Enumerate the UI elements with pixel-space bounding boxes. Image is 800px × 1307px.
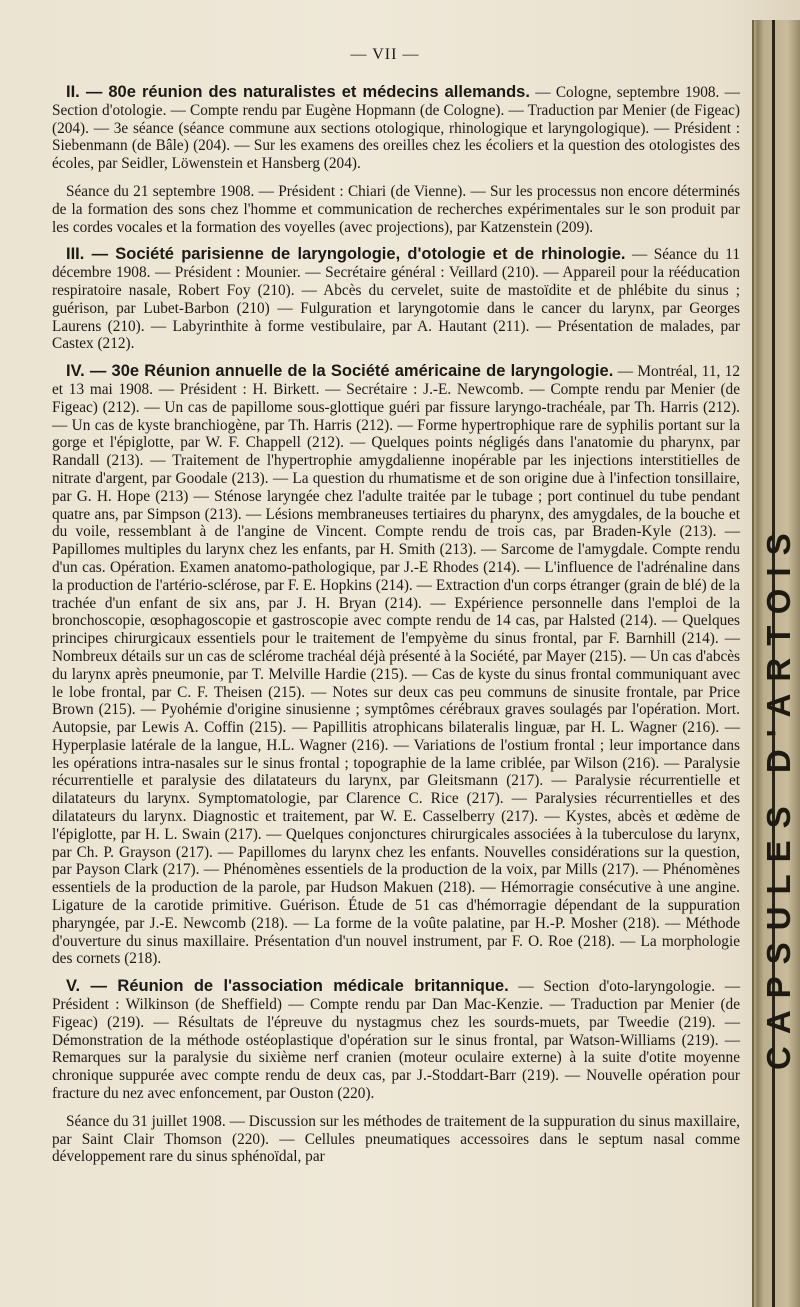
section-heading: II. — 80e réunion des naturalistes et médecins allemands. <box>66 83 530 101</box>
section-5 <box>52 978 740 1103</box>
section-text: — Section d'oto-laryngologie. — Président : Wilkinson (de Sheffield) — Compte rendu par Dan Mac-Kenzie. — Traduction par Menier (de Figeac) (219). — Résultats de l'épreuve du nystagmus chez les sourds-muets, par Tweedie (219). — Démonstration de la méthode ostéoplastique d'opération sur le sinus frontal, par Watson-Williams (219). — Remarques sur la paralysie du sixième nerf cranien (moteur oculaire externe) à la suite d'otite moyenne chronique suppurée avec compte rendu de deux cas, par J.-Stoddart-Barr (219). — Nouvelle opération pour fracture du nez avec enfoncement, par Ouston (220). <box>52 978 740 1103</box>
page-text <box>52 84 740 1176</box>
section-heading: V. — Réunion de l'association médicale britannique. <box>66 977 509 996</box>
spine-title-text: CAPSULES D'ARTOIS <box>760 521 797 1070</box>
section-5-session: Séance du 31 juillet 1908. — Discussion sur les méthodes de traitement de la suppuration du sinus maxillaire, par Saint Clair Thomson (220). — Cellules pneumatiques accessoires dans le septum nasal comme développement rare du sinus sphénoïdal, par <box>52 1112 740 1166</box>
section-4 <box>52 363 740 968</box>
section-heading: IV. — 30e Réunion annuelle de la Société américaine de laryngologie. <box>66 362 614 381</box>
section-text: — Montréal, 11, 12 et 13 mai 1908. — Président : H. Birkett. — Secrétaire : J.-E. Newcomb. — Compte rendu par Menier (de Figeac) (212). — Un cas de papillome sous-glottique guéri par fissure laryngo-trachéale, par Th. Harris (212). — Un cas de kyste branchiogène, par Th. Harris (212). — Forme hypertrophique rare de syphilis portant sur la gorge et l'épiglotte, par W. F. Chappell (212). — Quelques points négligés dans l'anatomie du pharynx, par Randall (213). — Traitement de l'hypertrophie amygdalienne inopérable par les injections interstitielles de nitrate d'argent, par Goodale (213). — La question du rhumatisme et de son origine due à l'infection tonsillaire, par G. H. Hope (213) — Sténose laryngée chez l'adulte traitée par le tubage ; port continuel du tube pendant quatre ans, par Simpson (213). — Lésions membraneuses tertiaires du pharynx, des amygdales, de la bouche et du voile, ressemblant à de l'angine de Vincent. Compte rendu de trois cas, par Braden-Kyle (213). — Papillomes multiples du larynx chez les enfants, par H. Smith (213). — Sarcome de l'amygdale. Compte rendu d'un cas. Opération. Examen anatomo-pathologique, par J.-E Rhodes (214). — L'influence de l'adrénaline dans la production de l'artério-sclérose, par F. E. Hopkins (214). — Extraction d'un corps étranger (grain de blé) de la trachée d'un enfant de six ans, par J. H. Bryan (214). — Expérience personnelle dans l'emploi de la bronchoscopie, œsophagoscopie et gastroscopie avec compte rendu de 14 cas, par Halsted (214). — Quelques principes chirurgicaux essentiels pour le traitement de l'empyème du sinus frontal, par F. Barnhill (214). — Nombreux détails sur un cas de sclérome trachéal déjà présenté à la Société, par Mayer (215). — Un cas d'abcès du larynx après pneumonie, par T. Melville Hardie (215). — Cas de kyste du sinus frontal communiquant avec le lobe frontal, par C. F. Theisen (215). — Notes sur deux cas peu communs de sinusite frontale, par Price Brown (215). — Pyohémie d'origine sinusienne ; symptômes cérébraux graves soulagés par l'opération. Mort. Autopsie, par Lewis A. Coffin (215). — Papillitis atrophicans bilateralis linguæ, par H. L. Wagner (216). — Hyperplasie latérale de la langue, H.L. Wagner (216). — Variations de l'ostium frontal ; leur importance dans les opérations intra-nasales sur le sinus frontal ; topographie de la lame criblée, par Wilson (216). — Paralysie récurrentielle et paralysie des dilatateurs du larynx, par Gleitsmann (217). — Paralysie récurrentielle et dilatateurs du larynx. Symptomatologie, par Clarence C. Rice (217). — Paralysies récurrentielles et des dilatateurs du larynx. Diagnostic et traitement, par W. E. Casselberry (217). — Kystes, abcès et œdème de l'épiglotte, par H. L. Swain (217). — Quelques conjonctures chirurgicales associées à la tuberculose du larynx, par Ch. P. Grayson (217). — Papillomes du larynx chez les enfants. Nouvelles considérations sur la question, par Payson Clark (217). — Phénomènes essentiels de la production de la voix, par Mills (217). — Phénomènes essentiels de la production de la parole, par Hudson Makuen (218). — Hémorragie consécutive à une angine. Ligature de la carotide primitive. Guérison. Étude de 51 cas d'hémorragie dépendant de la suppuration pharyngée, par J.-E. Newcomb (218). — La forme de la voûte palatine, par H.-P. Mosher (218). — Méthode d'ouverture du sinus maxillaire. Présentation d'un nouvel instrument, par F. O. Roe (218). — La morphologie des cornets (218). <box>52 363 741 968</box>
section-text: — Cologne, septembre 1908. — Section d'otologie. — Compte rendu par Eugène Hopmann (de Cologne). — Traduction par Menier (de Figeac) (204). — 3e séance (séance commune aux sections otologique, rhinologique et laryngologique). — Président : Siebenmann (de Bâle) (204). — Sur les examens des oreilles chez les écoliers et la question des otologistes des écoles, par Seidler, Löwenstein et Hansberg (204). <box>52 84 740 173</box>
section-text: — Séance du 11 décembre 1908. — Président : Mounier. — Secrétaire général : Veillard (210). — Appareil pour la rééducation respiratoire nasale, Robert Foy (210). — Abcès du cervelet, suite de mastoïdite et de phlébite du sinus ; guérison, par Lubet-Barbon (210) — Fulguration et laryngotomie dans le cancer du larynx, par Georges Laurens (210). — Labyrinthite à forme vestibulaire, par A. Hautant (211). — Présentation de malades, par Castex (212). <box>52 246 741 353</box>
section-2-intro <box>52 84 740 173</box>
section-heading: III. — Société parisienne de laryngologie, d'otologie et de rhinologie. <box>66 245 626 264</box>
section-2-session: Séance du 21 septembre 1908. — Président : Chiari (de Vienne). — Sur les processus non encore déterminés de la formation des sons chez l'homme et communication de recherches expérimentales sur le son produit par les cordes vocales et la formation des voyelles (avec projections), par Katzenstein (209). <box>52 182 740 236</box>
section-3 <box>52 246 740 353</box>
page-number: — VII — <box>350 46 420 63</box>
